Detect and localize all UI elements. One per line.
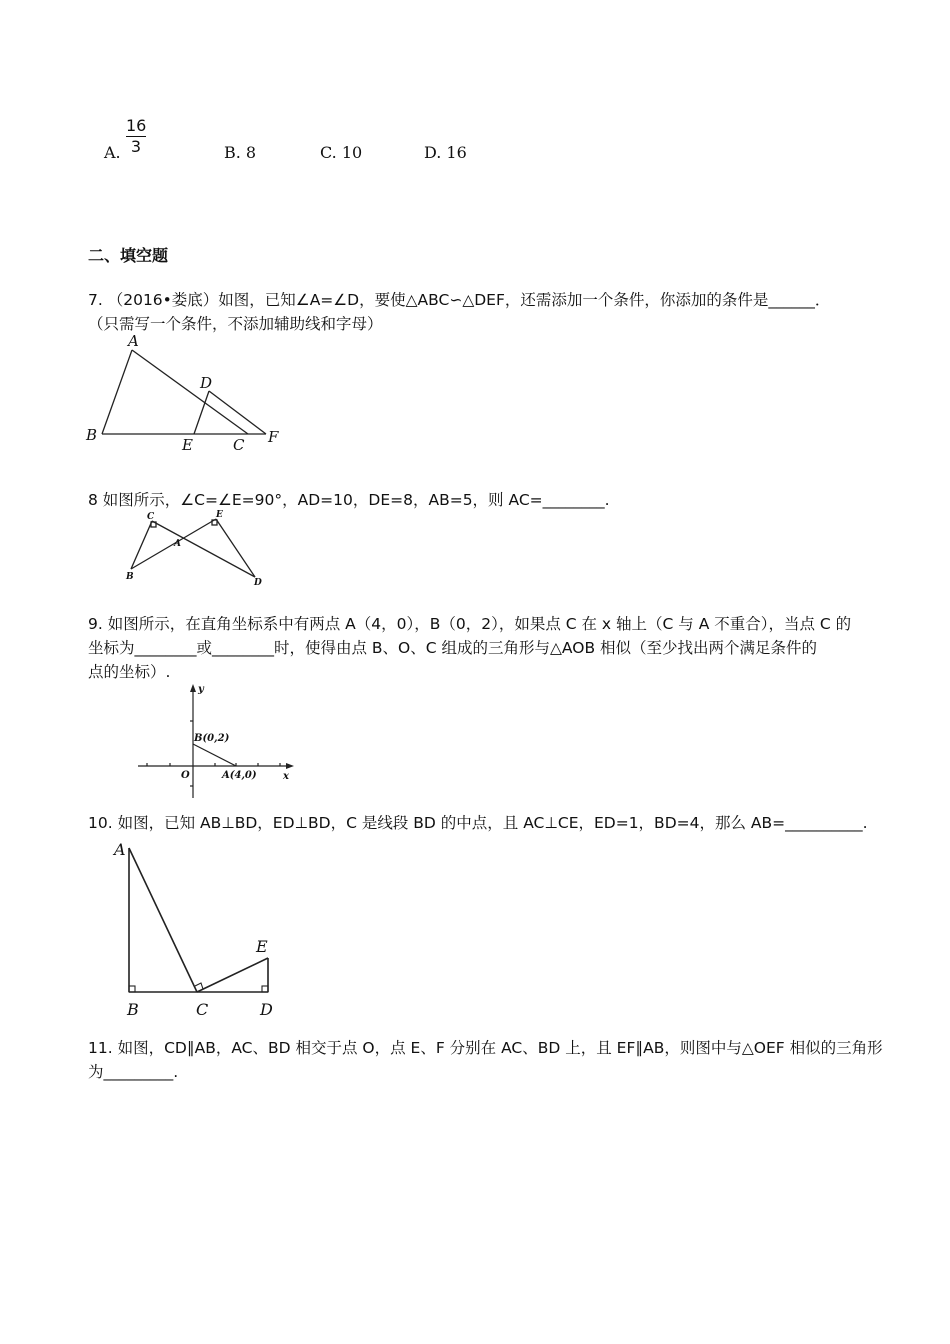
q7-line2: （只需写一个条件，不添加辅助线和字母） [88,315,383,333]
q9-label-o: O [181,770,190,781]
fraction-denominator: 3 [130,137,142,156]
q9-label-b: B(0,2) [194,733,230,744]
q8-line1: 8 如图所示，∠C=∠E=90°，AD=10，DE=8，AB=5，则 AC=________. [88,491,610,509]
q7-line1: 7. （2016•娄底）如图，已知∠A=∠D，要使△ABC∽△DEF，还需添加一个条件，你添加的条件是______． [88,291,831,309]
q7-label-a: A [128,332,139,350]
q7-label-f: F [268,428,279,446]
q11-line1: 11. 如图，CD∥AB，AC、BD 相交于点 O，点 E、F 分别在 AC、BD 上，且 EF∥AB，则图中与△OEF 相似的三角形 [88,1039,883,1057]
q7-label-c: C [233,436,245,454]
q10-label-a: A [114,840,126,859]
q7-label-b: B [86,426,98,444]
q8-label-a: A [174,539,181,549]
q11-line2: 为_________. [88,1063,179,1081]
fraction-numerator: 16 [126,116,147,135]
q10-figure [100,830,290,1025]
q10-label-b: B [127,1000,139,1019]
q8-label-b: B [126,572,134,582]
q10-line1: 10. 如图，已知 AB⊥BD，ED⊥BD，C 是线段 BD 的中点，且 AC⊥CE，ED=1，BD=4，那么 AB=__________. [88,814,868,832]
section-title: 二、填空题 [88,246,169,265]
q8-label-d: D [254,578,262,588]
q7-label-e: E [182,436,193,454]
option-a-label: A. [104,143,121,162]
q8-label-c: C [147,512,155,522]
q9-line2: 坐标为________或________时，使得由点 B、O、C 组成的三角形与△AOB 相似（至少找出两个满足条件的 [88,639,818,657]
q10-label-d: D [260,1000,273,1019]
q9-label-y: y [198,684,204,695]
option-a-fraction [126,117,146,156]
q10-label-e: E [256,937,268,956]
q9-label-x: x [283,771,289,782]
q9-line3: 点的坐标）. [88,663,171,681]
option-b: B. 8 [224,143,257,162]
q8-figure [115,505,275,590]
q10-label-c: C [196,1000,209,1019]
option-c: C. 10 [320,143,363,162]
q9-figure [132,680,302,800]
q7-figure [80,330,300,455]
q9-line1: 9. 如图所示，在直角坐标系中有两点 A（4，0），B（0，2），如果点 C 在 x 轴上（C 与 A 不重合），当点 C 的 [88,615,852,633]
option-d: D. 16 [424,143,467,162]
q9-label-a: A(4,0) [222,770,257,781]
q8-label-e: E [216,510,223,520]
q7-label-d: D [200,374,213,392]
